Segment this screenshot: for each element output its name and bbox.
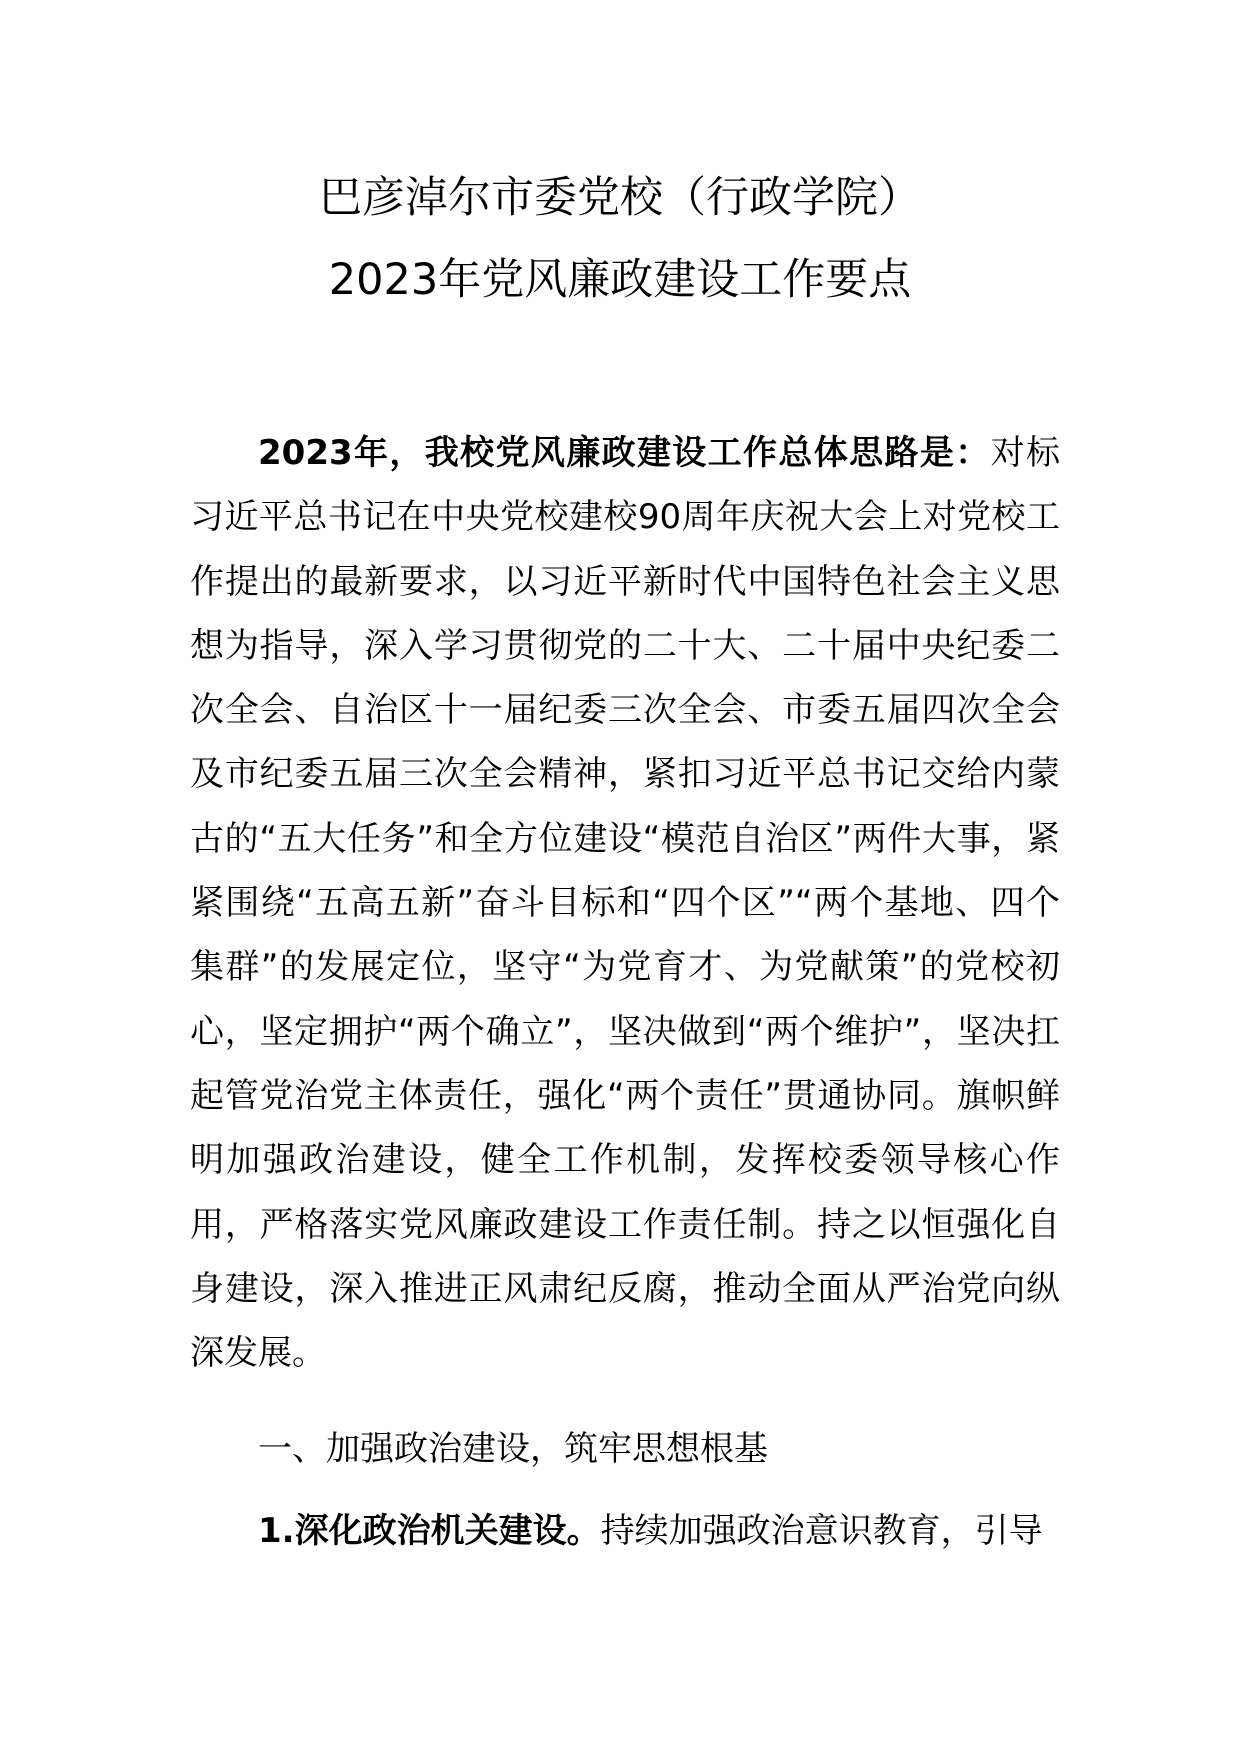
document-title-line2: 2023年党风廉政建设工作要点 (328, 255, 912, 305)
intro-lead: 2023年，我校党风廉政建设工作总体思路是： (258, 433, 991, 473)
item-1-body: 持续加强政治意识教育，引导 (600, 1511, 1043, 1551)
intro-paragraph (190, 421, 1060, 1385)
item-1-paragraph (190, 1506, 1060, 1556)
section-heading-1: 一、加强政治建设，筑牢思想根基 (258, 1429, 768, 1469)
document-title-line1: 巴彦淖尔市委党校（行政学院） (319, 173, 921, 223)
intro-body: 对标习近平总书记在中央党校建校90周年庆祝大会上对党校工作提出的最新要求，以习近平新时代中国特色社会主义思想为指导，深入学习贯彻党的二十大、二十届中央纪委二次全会、自治区十一届纪委三次全会、市委五届四次全会及市纪委五届三次全会精神，紧扣习近平总书记交给内蒙古的“五大任务”和全方位建设“模范自治区”两件大事，紧紧围绕“五高五新”奋斗目标和“四个区”“两个基地、四个集群”的发展定位，坚守“为党育才、为党献策”的党校初心，坚定拥护“两个确立”，坚决做到“两个维护”，坚决扛起管党治党主体责任，强化“两个责任”贯通协同。旗帜鲜明加强政治建设，健全工作机制，发挥校委领导核心作用，严格落实党风廉政建设工作责任制。持之以恒强化自身建设，深入推进正风肃纪反腐，推动全面从严治党向纵深发展。 (190, 433, 1060, 1374)
item-1-lead: 1.深化政治机关建设。 (258, 1511, 601, 1551)
